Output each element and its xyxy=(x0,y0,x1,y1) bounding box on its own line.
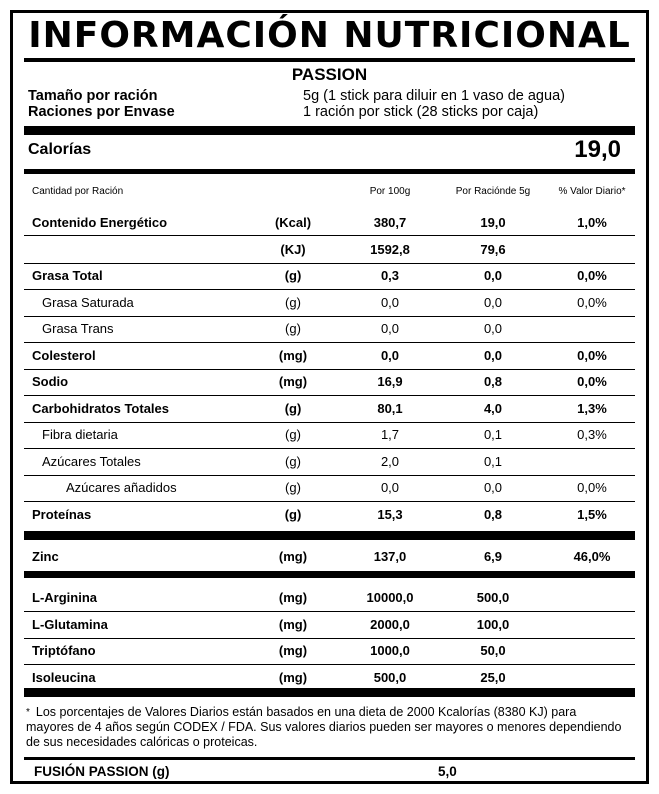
row-divider xyxy=(24,263,635,264)
fusion-label: FUSIÓN PASSION (g) xyxy=(34,764,170,779)
nutrient-per-serving: 0,1 xyxy=(483,427,503,442)
nutrient-name: Contenido Energético xyxy=(32,215,168,230)
nutrient-per-serving: 100,0 xyxy=(476,616,510,632)
calories-value: 19,0 xyxy=(574,136,621,163)
row-divider xyxy=(24,448,635,449)
nutrient-unit: (g) xyxy=(284,400,302,416)
nutrient-per-serving: 0,1 xyxy=(483,453,503,469)
nutrient-per100: 1,7 xyxy=(380,427,400,442)
nutrient-name: Zinc xyxy=(32,549,59,564)
nutrient-per-serving: 0,8 xyxy=(483,506,503,522)
nutrient-per100: 500,0 xyxy=(373,669,407,685)
row-divider xyxy=(24,501,635,502)
nutrient-name: Grasa Total xyxy=(32,268,103,283)
thick-divider xyxy=(24,126,635,135)
nutrient-per-serving: 19,0 xyxy=(480,215,506,230)
row-divider xyxy=(24,611,635,612)
nutrient-per-serving: 79,6 xyxy=(480,241,506,257)
nutrient-unit: (g) xyxy=(284,268,302,283)
nutrient-name: Colesterol xyxy=(32,347,96,363)
nutrient-per-serving: 50,0 xyxy=(480,643,506,658)
fusion-divider xyxy=(24,757,635,760)
page-title: INFORMACIÓN NUTRICIONAL xyxy=(28,15,631,56)
nutrient-unit: (mg) xyxy=(278,643,308,658)
nutrient-unit: (g) xyxy=(285,427,301,442)
header-amount: Cantidad por Ración xyxy=(32,186,124,197)
nutrient-daily-value: 46,0% xyxy=(573,549,611,564)
nutrient-per100: 2000,0 xyxy=(370,616,410,632)
aminos-divider xyxy=(24,571,635,578)
header-per-serving: Por Raciónde 5g xyxy=(455,186,531,197)
nutrient-daily-value: 0,0% xyxy=(577,374,607,389)
nutrient-name: L-Glutamina xyxy=(32,616,108,632)
nutrient-per100: 380,7 xyxy=(373,215,407,230)
row-divider xyxy=(24,235,635,236)
nutrient-unit: (mg) xyxy=(278,616,308,632)
nutrient-unit: (mg) xyxy=(278,549,308,564)
nutrient-name: Isoleucina xyxy=(32,669,96,685)
row-divider xyxy=(24,664,635,665)
header-per100: Por 100g xyxy=(369,186,411,197)
nutrient-name: Azúcares añadidos xyxy=(66,480,177,495)
nutrient-per-serving: 0,8 xyxy=(483,374,503,389)
nutrient-per100: 0,3 xyxy=(380,268,400,283)
nutrient-unit: (mg) xyxy=(278,374,308,389)
header-daily-value: % Valor Diario* xyxy=(558,186,626,197)
row-divider xyxy=(24,316,635,317)
nutrient-daily-value: 0,0% xyxy=(577,480,607,495)
calories-label: Calorías xyxy=(28,141,92,158)
nutrient-per100: 2,0 xyxy=(380,453,400,469)
row-divider xyxy=(24,475,635,476)
nutrient-unit: (KJ) xyxy=(280,241,306,257)
nutrient-per100: 10000,0 xyxy=(366,590,414,605)
nutrient-unit: (g) xyxy=(285,321,301,336)
nutrient-daily-value: 1,5% xyxy=(577,506,607,522)
nutrient-name: Fibra dietaria xyxy=(42,427,118,442)
nutrient-unit: (g) xyxy=(285,453,301,469)
nutrient-name: Sodio xyxy=(32,374,69,389)
nutrient-name: Triptófano xyxy=(32,643,96,658)
servings-per-container-value: 1 ración por stick (28 sticks por caja) xyxy=(303,104,539,120)
footnote-mark: * xyxy=(26,707,30,718)
nutrient-unit: (mg) xyxy=(278,669,308,685)
nutrient-daily-value: 0,0% xyxy=(577,294,607,310)
nutrient-per-serving: 0,0 xyxy=(483,294,503,310)
nutrient-per100: 0,0 xyxy=(380,294,400,310)
nutrient-name: Proteínas xyxy=(32,506,92,522)
nutrient-name: Azúcares Totales xyxy=(42,453,141,469)
row-divider xyxy=(24,422,635,423)
nutrient-per-serving: 0,0 xyxy=(483,321,503,336)
nutrient-unit: (g) xyxy=(284,506,302,522)
nutrient-per-serving: 25,0 xyxy=(480,669,506,685)
row-divider xyxy=(24,342,635,343)
nutrient-per-serving: 0,0 xyxy=(483,480,503,495)
nutrient-unit: (g) xyxy=(285,294,301,310)
footnote xyxy=(26,705,626,750)
nutrient-name: L-Arginina xyxy=(32,590,97,605)
nutrient-name: Grasa Saturada xyxy=(42,294,134,310)
nutrient-unit: (g) xyxy=(285,480,301,495)
nutrient-per100: 80,1 xyxy=(377,400,403,416)
servings-per-container-label: Raciones por Envase xyxy=(28,104,175,120)
nutrient-unit: (Kcal) xyxy=(274,215,312,230)
nutrient-daily-value: 0,0% xyxy=(577,347,607,363)
row-divider xyxy=(24,638,635,639)
row-divider xyxy=(24,369,635,370)
nutrient-daily-value: 0,0% xyxy=(577,268,607,283)
nutrient-daily-value: 1,0% xyxy=(577,215,607,230)
nutrient-per-serving: 0,0 xyxy=(483,268,503,283)
nutrient-name: Grasa Trans xyxy=(42,321,114,336)
nutrient-per100: 16,9 xyxy=(377,374,403,389)
footnote-text: Los porcentajes de Valores Diarios están basados en una dieta de 2000 Kcalorías (8380 KJ) para mayores de 4 años según CODEX / FDA. Sus valores diarios pueden ser mayores o menores dependiendo de sus necesidades calóricas o proteicas. xyxy=(26,705,622,749)
nutrient-name: Carbohidratos Totales xyxy=(32,400,170,416)
nutrient-per100: 1592,8 xyxy=(370,241,410,257)
row-divider xyxy=(24,395,635,396)
nutrient-per100: 0,0 xyxy=(380,347,400,363)
footnote-divider xyxy=(24,688,635,697)
row-divider xyxy=(24,289,635,290)
serving-size-label: Tamaño por ración xyxy=(28,88,158,104)
nutrient-unit: (mg) xyxy=(278,347,308,363)
nutrient-per100: 1000,0 xyxy=(370,643,410,658)
nutrient-daily-value: 1,3% xyxy=(577,400,607,416)
nutrient-per100: 137,0 xyxy=(373,549,407,564)
calories-divider xyxy=(24,169,635,174)
nutrient-per-serving: 0,0 xyxy=(483,347,503,363)
nutrient-unit: (mg) xyxy=(278,590,308,605)
nutrient-per-serving: 4,0 xyxy=(483,400,503,416)
nutrient-per-serving: 500,0 xyxy=(476,590,510,605)
nutrient-per100: 0,0 xyxy=(380,321,400,336)
title-divider xyxy=(24,58,635,62)
nutrient-per100: 15,3 xyxy=(377,506,403,522)
nutrient-daily-value: 0,3% xyxy=(577,427,607,442)
serving-size-value: 5g (1 stick para diluir en 1 vaso de agua) xyxy=(303,88,565,104)
minerals-divider xyxy=(24,531,635,540)
fusion-value: 5,0 xyxy=(438,764,457,779)
nutrient-per-serving: 6,9 xyxy=(483,549,503,564)
nutrient-per100: 0,0 xyxy=(380,480,400,495)
product-name: PASSION xyxy=(291,65,368,84)
